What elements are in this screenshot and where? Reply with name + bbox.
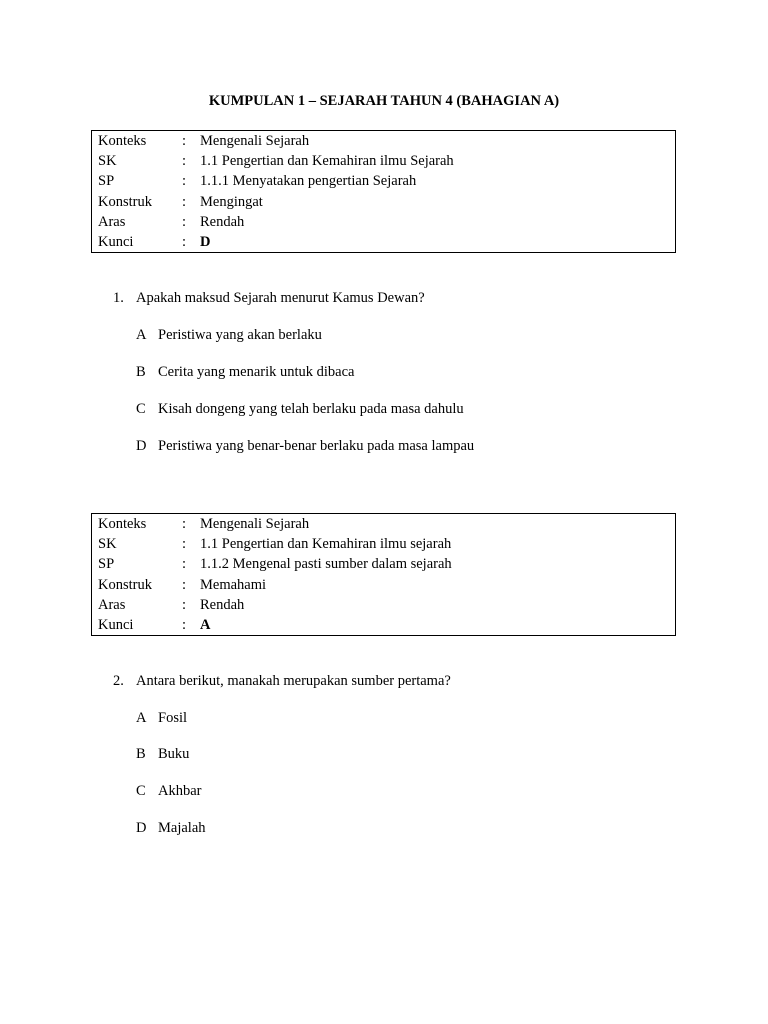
- meta-colon: :: [182, 556, 187, 573]
- meta-key: Konteks: [98, 133, 147, 149]
- option-text: Buku: [158, 746, 190, 762]
- meta-key: SP: [98, 556, 115, 573]
- meta-value: 1.1 Pengertian dan Kemahiran ilmu Sejarah: [200, 153, 454, 170]
- meta-key: SP: [98, 173, 115, 190]
- option-letter: B: [136, 746, 146, 762]
- meta-colon: :: [182, 576, 187, 593]
- option-letter: C: [136, 783, 146, 799]
- meta-key: Konteks: [98, 516, 147, 532]
- meta-row-aras: [98, 212, 669, 232]
- meta-row-konteks: [98, 514, 669, 534]
- option-letter: B: [136, 364, 146, 380]
- meta-colon: :: [182, 616, 187, 633]
- question-number: 1.: [113, 290, 124, 306]
- meta-key: Aras: [98, 596, 126, 613]
- meta-row-kunci: [98, 615, 669, 635]
- option-text: Cerita yang menarik untuk dibaca: [158, 364, 355, 380]
- meta-key: Konstruk: [98, 576, 152, 593]
- option-text: Akhbar: [158, 783, 202, 799]
- meta-colon: :: [182, 133, 187, 149]
- option-text: Peristiwa yang akan berlaku: [158, 327, 322, 343]
- option-letter: D: [136, 438, 147, 454]
- document-title: KUMPULAN 1 – SEJARAH TAHUN 4 (BAHAGIAN A): [208, 93, 560, 109]
- meta-value: Memahami: [200, 576, 267, 593]
- answer-key: D: [200, 233, 211, 250]
- meta-key: SK: [98, 536, 117, 553]
- option-letter: C: [136, 401, 146, 417]
- meta-key: SK: [98, 153, 117, 170]
- meta-row-sk: [98, 151, 669, 171]
- meta-value: 1.1.1 Menyatakan pengertian Sejarah: [200, 173, 417, 190]
- meta-value: 1.1.2 Mengenal pasti sumber dalam sejarah: [200, 556, 452, 573]
- question-text: Antara berikut, manakah merupakan sumber pertama?: [136, 673, 451, 689]
- metadata-box-1: [91, 130, 676, 253]
- meta-colon: :: [182, 516, 187, 532]
- meta-colon: :: [182, 536, 187, 553]
- meta-colon: :: [182, 153, 187, 170]
- option-letter: A: [136, 710, 147, 726]
- option-letter: A: [136, 327, 147, 343]
- meta-key: Kunci: [98, 616, 134, 633]
- meta-row-sp: [98, 554, 669, 574]
- meta-row-aras: [98, 595, 669, 615]
- meta-value: Mengenali Sejarah: [200, 133, 310, 149]
- meta-key: Aras: [98, 213, 126, 230]
- meta-row-konteks: [98, 131, 669, 151]
- meta-row-konstruk: [98, 192, 669, 212]
- meta-row-konstruk: [98, 575, 669, 595]
- metadata-box-2: [91, 513, 676, 636]
- meta-colon: :: [182, 193, 187, 210]
- option-text: Peristiwa yang benar-benar berlaku pada masa lampau: [158, 438, 475, 454]
- meta-row-kunci: [98, 232, 669, 252]
- answer-key: A: [200, 616, 211, 633]
- meta-value: 1.1 Pengertian dan Kemahiran ilmu sejarah: [200, 536, 452, 553]
- meta-colon: :: [182, 213, 187, 230]
- meta-key: Kunci: [98, 233, 134, 250]
- meta-value: Rendah: [200, 596, 245, 613]
- option-letter: D: [136, 820, 147, 836]
- meta-value: Rendah: [200, 213, 245, 230]
- meta-value: Mengenali Sejarah: [200, 516, 310, 532]
- question-number: 2.: [113, 673, 124, 689]
- meta-key: Konstruk: [98, 193, 152, 210]
- meta-row-sk: [98, 534, 669, 554]
- option-text: Majalah: [158, 820, 206, 836]
- meta-row-sp: [98, 171, 669, 191]
- option-text: Fosil: [158, 710, 188, 726]
- meta-value: Mengingat: [200, 193, 263, 210]
- option-text: Kisah dongeng yang telah berlaku pada masa dahulu: [158, 401, 464, 417]
- question-text: Apakah maksud Sejarah menurut Kamus Dewan?: [136, 290, 425, 306]
- meta-colon: :: [182, 596, 187, 613]
- meta-colon: :: [182, 233, 187, 250]
- meta-colon: :: [182, 173, 187, 190]
